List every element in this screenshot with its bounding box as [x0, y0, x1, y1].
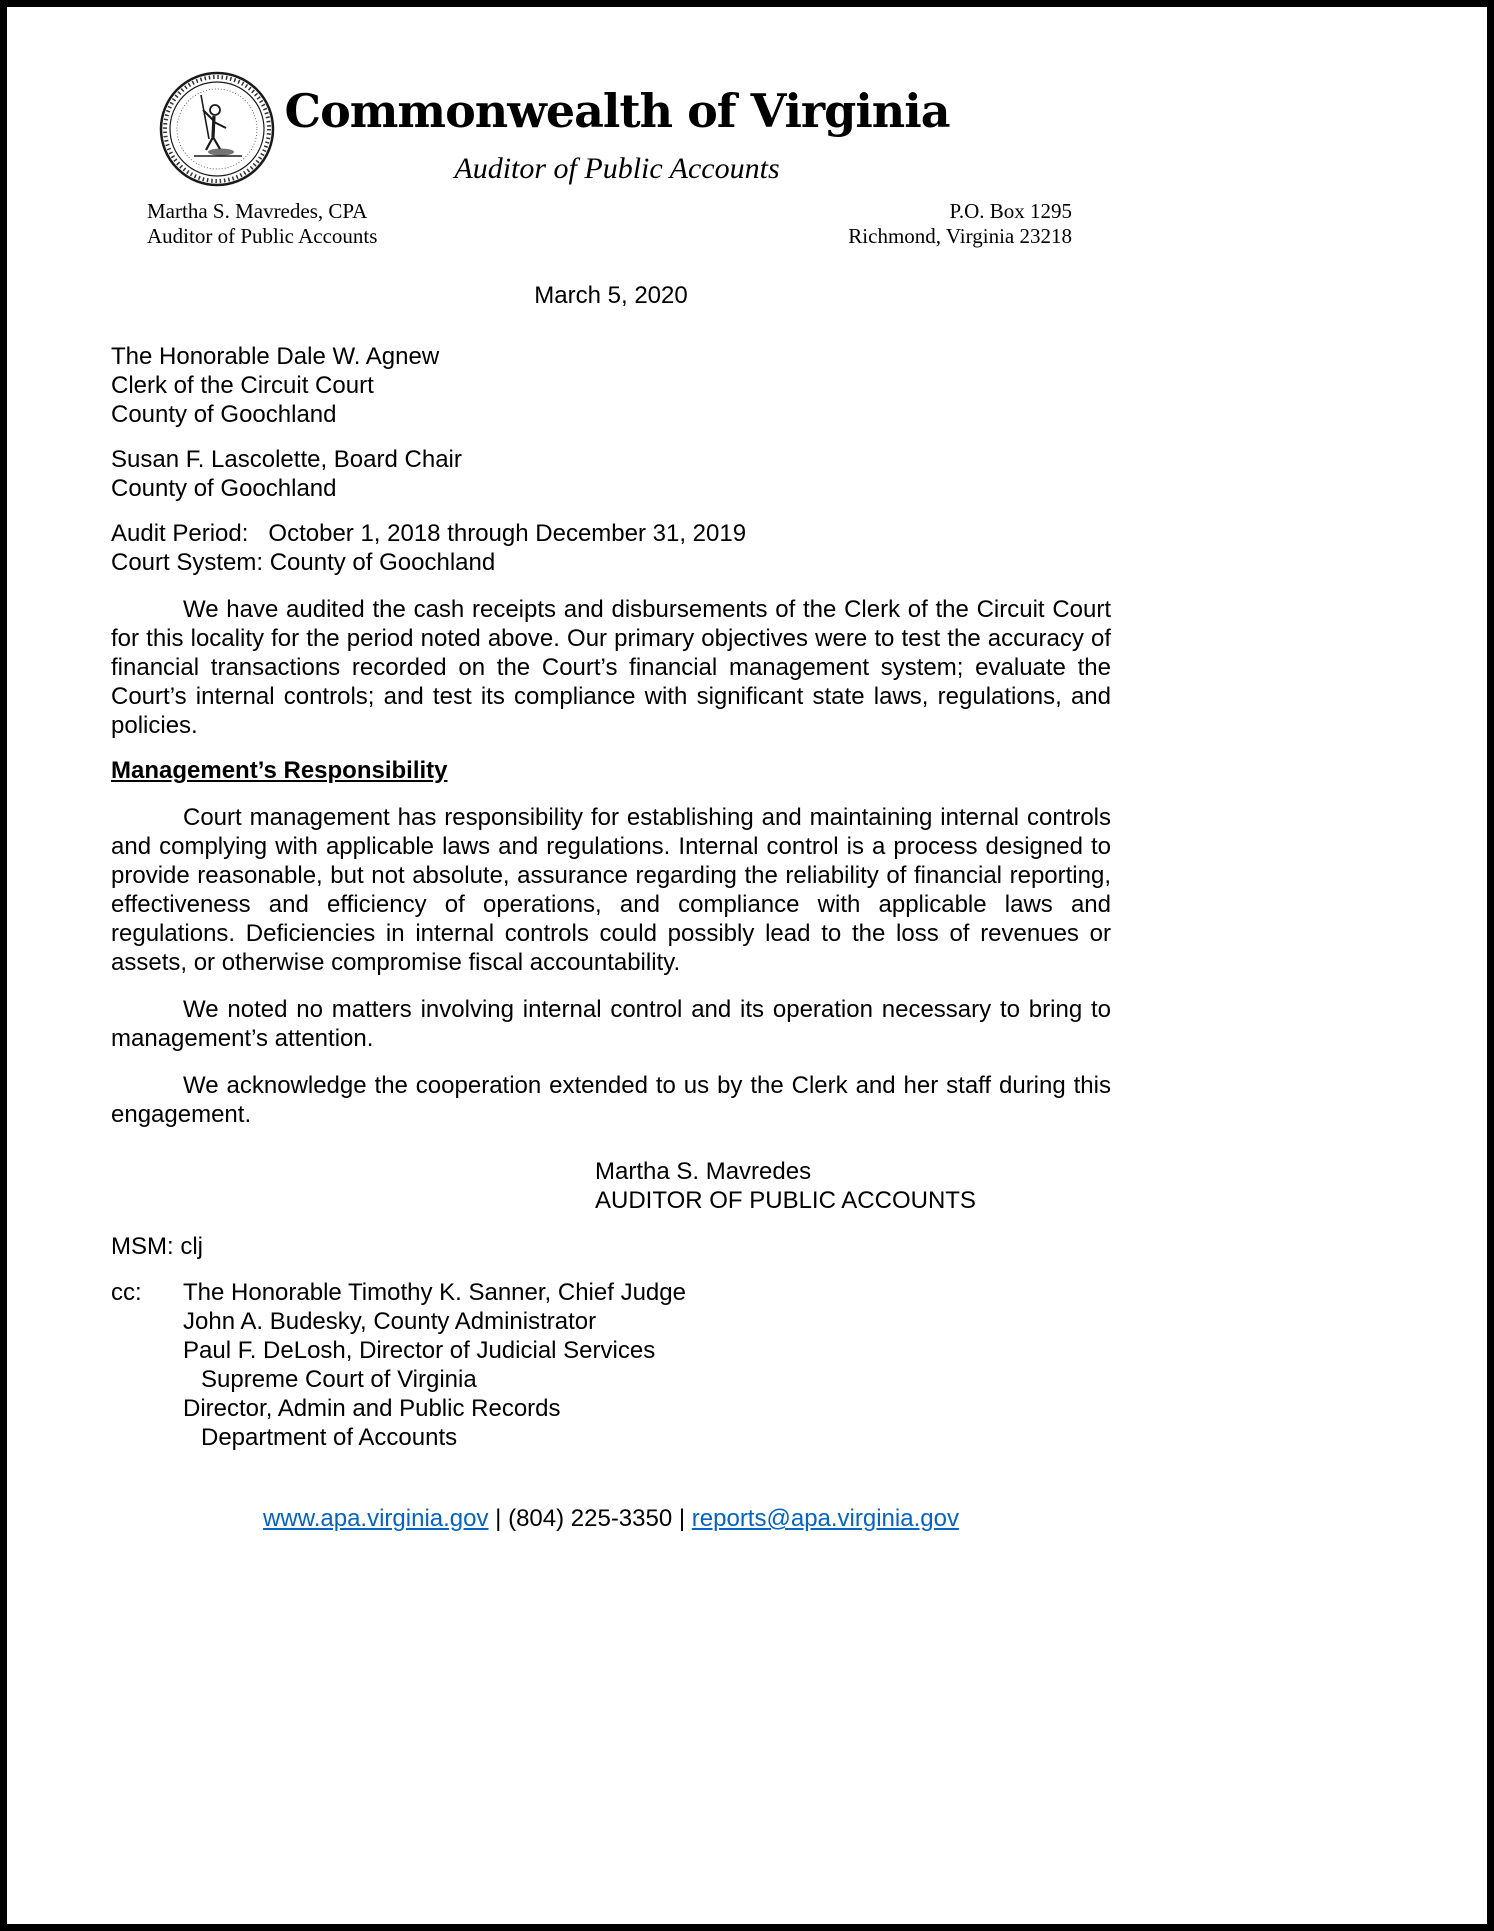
signature-name: Martha S. Mavredes	[595, 1158, 812, 1185]
address-contact-block	[848, 199, 1072, 249]
org-title: Commonwealth of Virginia	[284, 84, 950, 138]
court-system-line: Court System: County of Goochland	[111, 549, 496, 576]
cc-item-suborg: Supreme Court of Virginia	[201, 1366, 477, 1393]
phone-number: (804) 225-3350	[508, 1505, 673, 1532]
footer-separator	[685, 1505, 692, 1532]
official-contact-block	[147, 199, 377, 249]
audit-period-line: Audit Period: October 1, 2018 through December 31, 2019	[111, 520, 747, 547]
recipient-1-name: The Honorable Dale W. Agnew	[111, 343, 440, 370]
cc-list	[183, 1278, 1111, 1452]
paragraph-intro: We have audited the cash receipts and disbursements of the Clerk of the Circuit Court for this locality for the period noted above. Our primary objectives were to test the accuracy of financial transactions recorded on the Court’s financial management system; evaluate the Court’s internal controls; and test its compliance with significant state laws, regulations, and policies.	[111, 596, 1111, 739]
cc-item: Director, Admin and Public Records	[183, 1395, 561, 1422]
org-subtitle: Auditor of Public Accounts	[454, 151, 780, 185]
signature-title: AUDITOR OF PUBLIC ACCOUNTS	[595, 1187, 976, 1214]
letterhead	[7, 7, 1487, 257]
recipient-block-1	[111, 342, 1111, 429]
city-state-zip-line: Richmond, Virginia 23218	[848, 224, 1072, 248]
official-title: Auditor of Public Accounts	[147, 224, 378, 248]
cc-label: cc:	[111, 1279, 142, 1306]
cc-block	[111, 1278, 1111, 1452]
signature-block	[595, 1157, 1111, 1215]
recipient-2-locality: County of Goochland	[111, 475, 337, 502]
audit-info-block	[111, 519, 1111, 577]
paragraph-responsibility: Court management has responsibility for establishing and maintaining internal controls and complying with applicable laws and regulations. Internal control is a process designed to provide reasonable, but not absolute, assurance regarding the reliability of financial reporting, effectiveness and efficiency of operations, and compliance with applicable laws and regulations. Deficiencies in internal controls could possibly lead to the loss of revenues or assets, or otherwise compromise fiscal accountability.	[111, 804, 1111, 976]
website-link[interactable]: www.apa.virginia.gov	[263, 1505, 489, 1532]
paragraph-acknowledge: We acknowledge the cooperation extended to us by the Clerk and her staff during this engagement.	[111, 1072, 1111, 1128]
recipient-2-name: Susan F. Lascolette, Board Chair	[111, 446, 462, 473]
official-name: Martha S. Mavredes, CPA	[147, 199, 368, 223]
masthead	[267, 85, 967, 186]
cc-item: The Honorable Timothy K. Sanner, Chief Judge	[183, 1279, 686, 1306]
section-heading-managements-responsibility: Management’s Responsibility	[111, 757, 448, 784]
letter-body	[7, 281, 1487, 1533]
cc-item-suborg: Department of Accounts	[201, 1424, 458, 1451]
virginia-state-seal-icon	[157, 69, 277, 189]
po-box-line: P.O. Box 1295	[949, 199, 1072, 223]
footer-separator	[672, 1505, 679, 1532]
paragraph-no-matters: We noted no matters involving internal control and its operation necessary to bring to management’s attention.	[111, 996, 1111, 1052]
letter-date: March 5, 2020	[534, 282, 688, 309]
footer-separator: |	[678, 1505, 686, 1532]
footer-separator: |	[495, 1505, 502, 1532]
recipient-block-2	[111, 445, 1111, 503]
email-link[interactable]: reports@apa.virginia.gov	[691, 1505, 959, 1532]
recipient-1-locality: County of Goochland	[111, 401, 337, 428]
recipient-1-title: Clerk of the Circuit Court	[111, 372, 374, 399]
virginia-state-seal	[157, 69, 277, 189]
cc-item: John A. Budesky, County Administrator	[183, 1308, 597, 1335]
footer-contact-line	[111, 1504, 1111, 1533]
reference-initials: MSM: clj	[111, 1233, 203, 1260]
cc-item: Paul F. DeLosh, Director of Judicial Services	[183, 1337, 656, 1364]
